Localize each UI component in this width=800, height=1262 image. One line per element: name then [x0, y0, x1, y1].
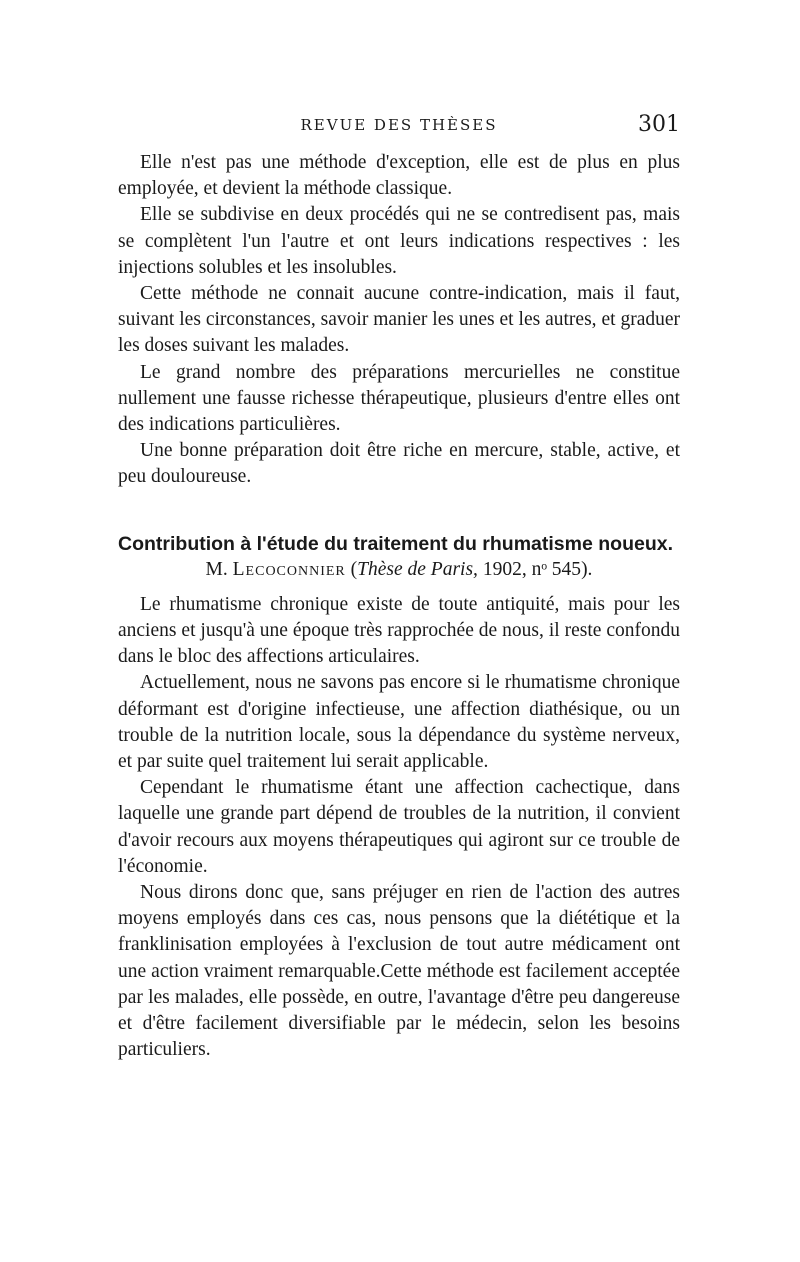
page-number: 301 [638, 112, 680, 137]
author-line: M. Lecoconnier (Thèse de Paris, 1902, nᵒ 545). [205, 558, 593, 580]
paragraph: Elle n'est pas une méthode d'exception, elle est de plus en plus employée, et devient la méthode classique. [118, 152, 680, 200]
paragraph: Cette méthode ne connait aucune contre-indication, mais il faut, suivant les circonstances, savoir manier les unes et les autres, et graduer les doses suivant les malades. [118, 283, 680, 357]
author-name: Lecoconnier [232, 558, 346, 580]
paragraph: Actuellement, nous ne savons pas encore si le rhumatisme chronique déformant est d'origine infectieuse, une affection diathésique, ou un trouble de la nutrition locale, sous la dépendance du système nerveux, et par suite quel traitement lui serait applicable. [118, 672, 680, 773]
author-prefix: M. [205, 558, 228, 580]
section-title: Contribution à l'étude du traitement du rhumatisme noueux. [118, 532, 673, 555]
paragraph: Le rhumatisme chronique existe de toute antiquité, mais pour les anciens et jusqu'à une époque très rapprochée de nous, il reste confondu dans le bloc des affections articulaires. [118, 593, 680, 668]
running-head: REVUE DES THÈSES [300, 116, 498, 134]
paragraph: Une bonne préparation doit être riche en mercure, stable, active, et peu douloureuse. [118, 440, 680, 488]
paragraph: Elle se subdivise en deux procédés qui ne se contredisent pas, mais se complètent l'un l'autre et ont leurs indications respectives : les injections solubles et les insolubles. [118, 204, 680, 278]
paragraph: Le grand nombre des préparations mercurielles ne constitue nullement une fausse richesse thérapeutique, plusieurs d'entre elles ont des indications particulières. [118, 361, 680, 436]
paragraph: Nous dirons donc que, sans préjuger en rien de l'action des autres moyens employés dans ces cas, nous pensons que la diététique et la franklinisation employées à l'exclusion de tout autre médicament ont une action vraiment remarquable.Cette méthode est facilement acceptée par les malades, elle possède, en outre, l'avantage d'être peu dangereuse et d'être facilement diversifiable par le médecin, selon les besoins particuliers. [118, 882, 680, 1061]
page-body [118, 150, 680, 1064]
page-header [118, 112, 680, 142]
paragraph: Cependant le rhumatisme étant une affection cachectique, dans laquelle une grande part dépend de troubles de la nutrition, il convient d'avoir recours aux moyens thérapeutiques qui agiront sur ce trouble de l'économie. [118, 777, 680, 877]
thesis-year-number: 1902, nᵒ 545 [482, 558, 582, 580]
thesis-reference: Thèse de Paris, [357, 558, 478, 580]
